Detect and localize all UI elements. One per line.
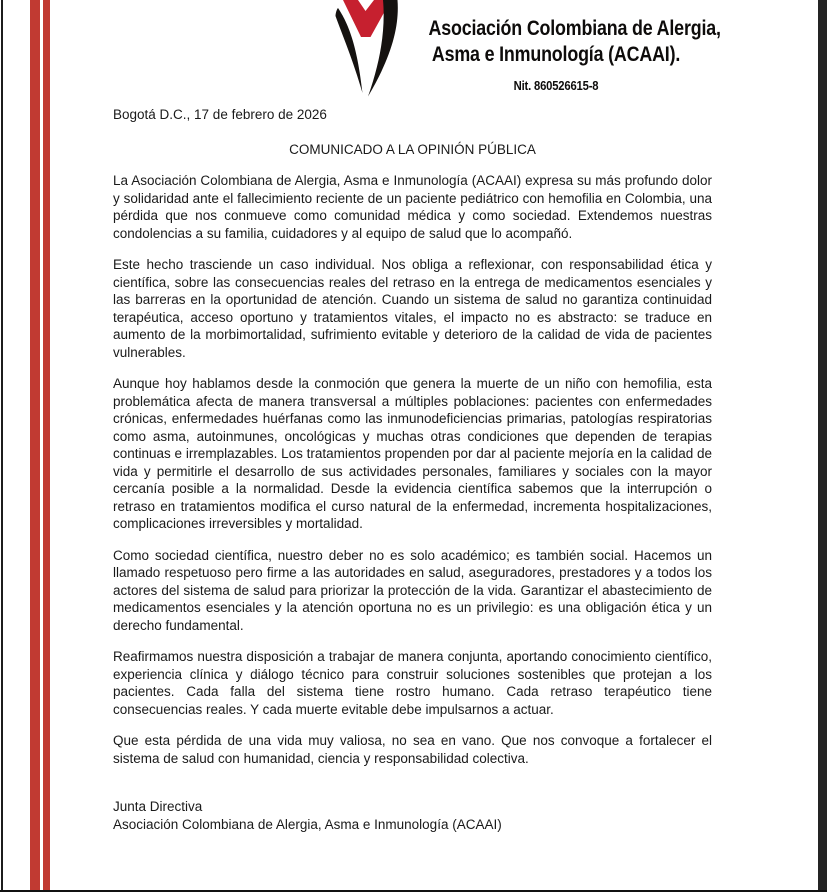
signature-org: Asociación Colombiana de Alergia, Asma e Inmunología (ACAAI) bbox=[113, 816, 502, 832]
signature-role: Junta Directiva bbox=[113, 799, 203, 814]
letter-title: COMUNICADO A LA OPINIÓN PÚBLICA bbox=[289, 141, 536, 157]
viewer-right-edge bbox=[818, 0, 827, 892]
signature-block bbox=[113, 798, 712, 833]
org-name-line-1: Asociación Colombiana de Alergia, bbox=[428, 17, 721, 40]
red-accent-bar-thin bbox=[43, 0, 50, 892]
org-name-line-2: Asma e Inmunología (ACAAI). bbox=[431, 43, 681, 66]
nit-number: Nit. 860526615-8 bbox=[513, 79, 599, 93]
paragraph-1: La Asociación Colombiana de Alergia, Asma e Inmunología (ACAAI) expresa su más profundo dolor y solidaridad ante el fallecimiento reciente de un paciente pediátrico con hemofilia en Colombia, una pérdida que nos conmueve como comunidad médica y como sociedad. Extendemos nuestras condolencias a su familia, cuidadores y al equipo de salud que lo acompañó. bbox=[113, 173, 712, 241]
date-line: Bogotá D.C., 17 de febrero de 2026 bbox=[113, 107, 327, 122]
red-accent-bar-thick bbox=[30, 0, 40, 892]
paragraph-3: Aunque hoy hablamos desde la conmoción que genera la muerte de un niño con hemofilia, esta problemática afecta de manera transversal a múltiples poblaciones: pacientes con enfermedades crónicas, enfermedades huérfanas como las inmunodeficiencias primarias, patologías respiratorias como asma, autoinmunes, oncológicas y muchas otras condiciones que dependen de terapias continuas e irremplazables. Los tratamientos propenden por dar al paciente mejoría en la calidad de vida y permitirle el desarrollo de sus actividades personales, familiares y sociales con la mayor cercanía posible a la normalidad. Desde la evidencia científica sabemos que la interrupción o retraso en tratamientos modifica el curso natural de la enfermedad, incrementa hospitalizaciones, complicaciones irreversibles y mortalidad. bbox=[113, 376, 712, 531]
paragraph-4: Como sociedad científica, nuestro deber no es solo académico; es también social. Hacemos un llamado respetuoso pero firme a las autoridades en salud, aseguradores, prestadores y a todos los actores del sistema de salud para priorizar la protección de la vida. Garantizar el abastecimiento de medicamentos esenciales y la atención oportuna no es un privilegio: es una obligación ética y un derecho fundamental. bbox=[113, 547, 712, 633]
paragraph-2: Este hecho trasciende un caso individual. Nos obliga a reflexionar, con responsabilidad ética y científica, sobre las consecuencias reales del retraso en la entrega de medicamentos esenciales y las barreras en la oportunidad de atención. Cuando un sistema de salud no garantiza continuidad terapéutica, acceso oportuno y tratamientos vitales, el impacto no es abstracto: se traduce en aumento de la morbimortalidad, sufrimiento evitable y deterioro de la calidad de vida de pacientes vulnerables. bbox=[113, 257, 712, 360]
paragraph-5: Reafirmamos nuestra disposición a trabajar de manera conjunta, aportando conocimiento científico, experiencia clínica y diálogo técnico para construir soluciones sostenibles que protejan a los pacientes. Cada falla del sistema tiene rostro humano. Cada retraso terapéutico tiene consecuencias reales. Y cada muerte evitable debe impulsarnos a actuar. bbox=[113, 649, 712, 717]
letter-body bbox=[113, 0, 721, 833]
paragraph-6: Que esta pérdida de una vida muy valiosa, no sea en vano. Que nos convoque a fortalecer el sistema de salud con humanidad, ciencia y responsabilidad colectiva. bbox=[113, 733, 712, 766]
page-left-border bbox=[1, 0, 3, 892]
